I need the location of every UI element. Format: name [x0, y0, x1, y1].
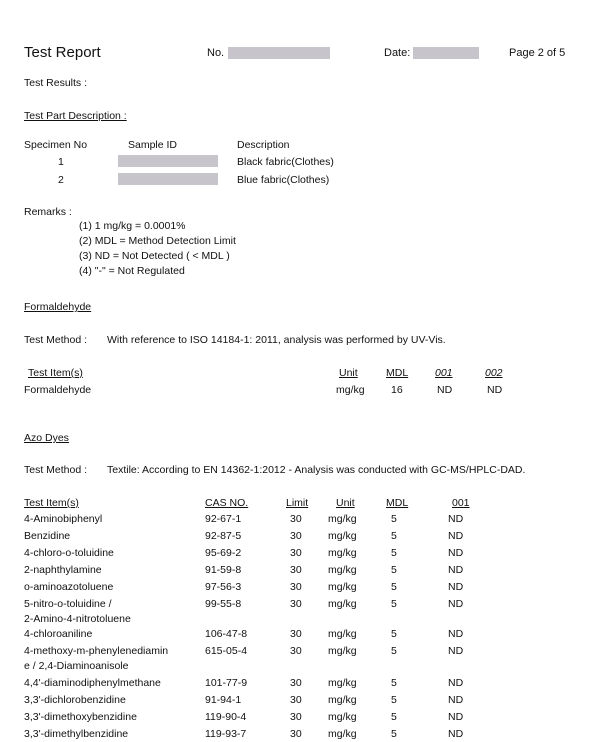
azo-cell-cas: 91-59-8 — [205, 564, 242, 576]
azo-cell-mdl: 5 — [391, 677, 397, 689]
remarks-label: Remarks : — [24, 206, 72, 218]
table-row — [0, 581, 600, 595]
azo-cell-unit: mg/kg — [328, 513, 357, 525]
table-row — [0, 628, 600, 642]
azo-cell-item: 3,3'-dimethylbenzidine — [24, 728, 129, 740]
azo-cell-limit: 30 — [290, 513, 302, 525]
azo-cell-s1: ND — [448, 513, 464, 525]
remark-item: (4) "-" = Not Regulated — [79, 265, 185, 277]
azo-cell-unit: mg/kg — [328, 547, 357, 559]
test-results-label: Test Results : — [24, 77, 88, 89]
formaldehyde-col-sample-002: 002 — [485, 367, 503, 379]
azo-cell-item: 4,4'-diaminodiphenylmethane — [24, 677, 161, 689]
formaldehyde-row-item: Formaldehyde — [24, 384, 92, 396]
azo-cell-limit: 30 — [290, 677, 302, 689]
azo-cell-item-continued: 2-Amino-4-nitrotoluene — [24, 613, 131, 625]
azo-cell-mdl: 5 — [391, 598, 397, 610]
remark-item: (3) ND = Not Detected ( < MDL ) — [79, 250, 230, 262]
table-row — [0, 728, 600, 742]
azo-method-label: Test Method : — [24, 464, 88, 476]
azo-cell-unit: mg/kg — [328, 581, 357, 593]
azo-cell-s1: ND — [448, 628, 464, 640]
table-row — [0, 564, 600, 578]
redacted-report-date — [413, 47, 479, 59]
azo-cell-unit: mg/kg — [328, 530, 357, 542]
azo-cell-s1: ND — [448, 581, 464, 593]
azo-col-unit: Unit — [336, 497, 355, 509]
azo-cell-limit: 30 — [290, 645, 302, 657]
azo-cell-item: 4-methoxy-m-phenylenediamin — [24, 645, 169, 657]
azo-cell-limit: 30 — [290, 694, 302, 706]
part-description-heading: Test Part Description : — [24, 110, 127, 122]
table-row — [0, 530, 600, 544]
azo-cell-unit: mg/kg — [328, 645, 357, 657]
azo-cell-item: 5-nitro-o-toluidine / — [24, 598, 112, 610]
azo-col-item: Test Item(s) — [24, 497, 79, 509]
azo-cell-limit: 30 — [290, 564, 302, 576]
report-number-label: No. — [207, 47, 225, 59]
azo-cell-item: 4-chloroaniline — [24, 628, 93, 640]
azo-col-sample-001: 001 — [452, 497, 470, 509]
formaldehyde-method-text: With reference to ISO 14184-1: 2011, analysis was performed by UV-Vis. — [107, 334, 446, 346]
azo-cell-item: 4-Aminobiphenyl — [24, 513, 103, 525]
azo-cell-unit: mg/kg — [328, 628, 357, 640]
formaldehyde-row-mdl: 16 — [391, 384, 403, 396]
azo-method-text: Textile: According to EN 14362-1:2012 - Analysis was conducted with GC-MS/HPLC-DAD. — [107, 464, 526, 476]
azo-cell-item: Benzidine — [24, 530, 71, 542]
azo-cell-s1: ND — [448, 677, 464, 689]
azo-cell-s1: ND — [448, 728, 464, 740]
azo-cell-item: 4-chloro-o-toluidine — [24, 547, 114, 559]
azo-cell-item: 3,3'-dichlorobenzidine — [24, 694, 126, 706]
remark-item: (2) MDL = Method Detection Limit — [79, 235, 236, 247]
azo-col-mdl: MDL — [386, 497, 409, 509]
table-row — [0, 711, 600, 725]
redacted-report-number — [228, 47, 330, 59]
azo-cell-mdl: 5 — [391, 711, 397, 723]
col-sample-id: Sample ID — [128, 139, 178, 151]
azo-cell-mdl: 5 — [391, 645, 397, 657]
formaldehyde-col-sample-001: 001 — [435, 367, 453, 379]
azo-cell-unit: mg/kg — [328, 711, 357, 723]
azo-cell-s1: ND — [448, 694, 464, 706]
azo-cell-cas: 101-77-9 — [205, 677, 248, 689]
azo-cell-cas: 91-94-1 — [205, 694, 242, 706]
formaldehyde-row-sample-002: ND — [487, 384, 503, 396]
azo-cell-limit: 30 — [290, 628, 302, 640]
table-row — [0, 645, 600, 672]
azo-cell-limit: 30 — [290, 711, 302, 723]
azo-cell-mdl: 5 — [391, 547, 397, 559]
azo-cell-mdl: 5 — [391, 513, 397, 525]
specimen-1-no: 1 — [58, 156, 64, 168]
col-specimen-no: Specimen No — [24, 139, 88, 151]
report-date-label: Date: — [384, 47, 411, 59]
table-row — [0, 547, 600, 561]
azo-cell-s1: ND — [448, 530, 464, 542]
azo-cell-limit: 30 — [290, 598, 302, 610]
azo-col-limit: Limit — [286, 497, 309, 509]
table-row — [0, 694, 600, 708]
redacted-sample-id-2 — [118, 173, 218, 185]
azo-cell-mdl: 5 — [391, 628, 397, 640]
azo-cell-unit: mg/kg — [328, 564, 357, 576]
formaldehyde-col-unit: Unit — [339, 367, 358, 379]
azo-cell-cas: 92-87-5 — [205, 530, 242, 542]
azo-cell-cas: 119-90-4 — [205, 711, 247, 723]
azo-cell-s1: ND — [448, 645, 464, 657]
formaldehyde-method-label: Test Method : — [24, 334, 88, 346]
specimen-1-description: Black fabric(Clothes) — [237, 156, 334, 168]
azo-cell-s1: ND — [448, 711, 464, 723]
azo-heading: Azo Dyes — [24, 432, 69, 444]
specimen-2-description: Blue fabric(Clothes) — [237, 174, 330, 186]
azo-cell-mdl: 5 — [391, 530, 397, 542]
azo-cell-unit: mg/kg — [328, 728, 357, 740]
table-row — [0, 513, 600, 527]
formaldehyde-heading: Formaldehyde — [24, 301, 92, 313]
azo-cell-cas: 97-56-3 — [205, 581, 242, 593]
specimen-2-no: 2 — [58, 174, 64, 186]
azo-col-cas: CAS NO. — [205, 497, 249, 509]
page-indicator: Page 2 of 5 — [509, 47, 566, 59]
azo-cell-item-continued: e / 2,4-Diaminoanisole — [24, 660, 129, 672]
table-row — [0, 598, 600, 625]
azo-cell-unit: mg/kg — [328, 598, 357, 610]
redacted-sample-id-1 — [118, 155, 218, 167]
azo-cell-mdl: 5 — [391, 564, 397, 576]
azo-cell-item: 3,3'-dimethoxybenzidine — [24, 711, 137, 723]
azo-cell-limit: 30 — [290, 547, 302, 559]
azo-cell-limit: 30 — [290, 530, 302, 542]
azo-cell-item: o-aminoazotoluene — [24, 581, 114, 593]
azo-cell-unit: mg/kg — [328, 677, 357, 689]
azo-cell-limit: 30 — [290, 728, 302, 740]
azo-cell-cas: 615-05-4 — [205, 645, 248, 657]
azo-cell-limit: 30 — [290, 581, 302, 593]
azo-cell-mdl: 5 — [391, 728, 397, 740]
azo-cell-cas: 99-55-8 — [205, 598, 242, 610]
formaldehyde-col-item: Test Item(s) — [28, 367, 83, 379]
col-description: Description — [237, 139, 290, 151]
formaldehyde-row-sample-001: ND — [437, 384, 453, 396]
azo-cell-cas: 106-47-8 — [205, 628, 248, 640]
report-title: Test Report — [24, 44, 101, 61]
azo-cell-mdl: 5 — [391, 581, 397, 593]
azo-cell-item: 2-naphthylamine — [24, 564, 102, 576]
azo-cell-cas: 95-69-2 — [205, 547, 242, 559]
azo-cell-s1: ND — [448, 564, 464, 576]
azo-cell-unit: mg/kg — [328, 694, 357, 706]
azo-cell-mdl: 5 — [391, 694, 397, 706]
formaldehyde-col-mdl: MDL — [386, 367, 409, 379]
remark-item: (1) 1 mg/kg = 0.0001% — [79, 220, 186, 232]
azo-cell-cas: 119-93-7 — [205, 728, 247, 740]
formaldehyde-row-unit: mg/kg — [336, 384, 365, 396]
table-row — [0, 677, 600, 691]
azo-cell-s1: ND — [448, 598, 464, 610]
azo-cell-cas: 92-67-1 — [205, 513, 242, 525]
azo-cell-s1: ND — [448, 547, 464, 559]
